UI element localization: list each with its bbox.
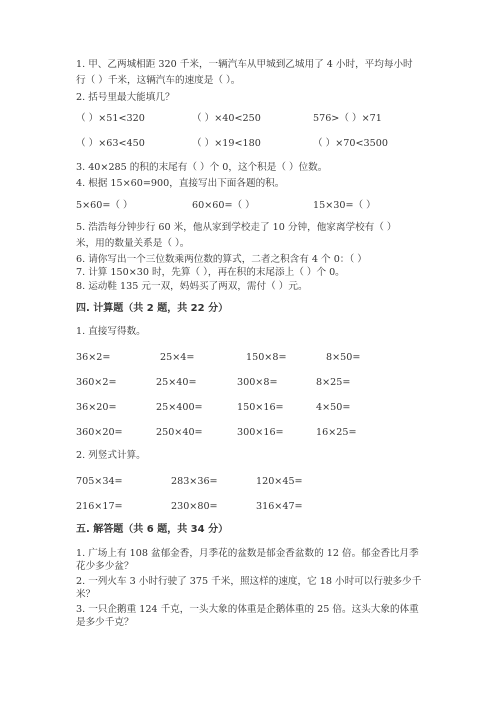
- q8: 8. 运动鞋 135 元一双，妈妈买了两双，需付（ ）元。: [76, 281, 308, 292]
- wp1-line1: 1. 广场上有 108 盆郁金香，月季花的盆数是郁金香盆数的 12 倍。郁金香比月季: [76, 548, 419, 559]
- wp3-line1: 3. 一只企鹅重 124 千克，一头大象的体重是企鹅体重的 25 倍。这头大象的体重: [76, 604, 419, 615]
- wp2-line1: 2. 一列火车 3 小时行驶了 375 千米，照这样的速度，它 18 小时可以行驶多少千: [76, 576, 422, 587]
- q4-item: 15×30=（ ）: [313, 200, 376, 211]
- q2-item: （ ）×70<3500: [313, 138, 388, 149]
- vertical-calc-item: 230×80=: [171, 501, 218, 512]
- q5-line2: 米，用的数量关系是（ ）。: [76, 238, 190, 249]
- wp2-line2: 米？: [76, 589, 96, 600]
- q2-item: （ ）×63<450: [76, 138, 145, 149]
- vertical-calc-item: 705×34=: [76, 476, 123, 487]
- vertical-calc-item: 316×47=: [256, 501, 303, 512]
- q6: 6. 请你写出一个三位数乘两位数的算式，二者之积含有 4 个 0：（ ）: [76, 254, 367, 265]
- calc-item: 8×25=: [316, 377, 351, 388]
- q4-title: 4. 根据 15×60=900，直接写出下面各题的积。: [76, 178, 285, 189]
- calc-item: 360×20=: [76, 427, 123, 438]
- q2-title: 2. 括号里最大能填几？: [76, 92, 175, 103]
- calc-item: 4×50=: [316, 402, 351, 413]
- calc-item: 16×25=: [316, 427, 357, 438]
- q4-item: 60×60=（ ）: [192, 200, 255, 211]
- q2-item: 576>（ ）×71: [313, 113, 382, 124]
- vertical-calc-item: 216×17=: [76, 501, 123, 512]
- section-heading-word-problems: 五. 解答题（共 6 题，共 34 分）: [76, 524, 229, 535]
- calc-item: 25×400=: [156, 402, 203, 413]
- q3: 3. 40×285 的积的末尾有（ ）个 0，这个积是（ ）位数。: [76, 162, 328, 173]
- calc-item: 150×8=: [246, 352, 287, 363]
- calc-item: 300×8=: [237, 377, 278, 388]
- q2-item: （ ）×51<320: [76, 113, 145, 124]
- q2-item: （ ）×40<250: [192, 113, 261, 124]
- calc-subtitle-2: 2. 列竖式计算。: [76, 450, 146, 461]
- calc-item: 36×2=: [76, 352, 111, 363]
- calc-item: 36×20=: [76, 402, 117, 413]
- q4-item: 5×60=（ ）: [76, 200, 133, 211]
- vertical-calc-item: 283×36=: [171, 476, 218, 487]
- calc-item: 300×16=: [237, 427, 284, 438]
- q5-line1: 5. 浩浩每分钟步行 60 米，他从家到学校走了 10 分钟，他家离学校有（ ）: [76, 222, 397, 233]
- q2-item: （ ）×19<180: [192, 138, 261, 149]
- wp1-line2: 花少多少盆？: [76, 561, 134, 572]
- calc-item: 360×2=: [76, 377, 117, 388]
- q1-line1: 1. 甲、乙两城相距 320 千米，一辆汽车从甲城到乙城用了 4 小时，平均每小时: [76, 59, 413, 70]
- section-heading-calculation: 四. 计算题（共 2 题，共 22 分）: [76, 303, 229, 314]
- q1-line2: 行（ ）千米，这辆汽车的速度是（ ）。: [76, 75, 241, 86]
- calc-item: 250×40=: [156, 427, 203, 438]
- q7: 7. 计算 150×30 时，先算（ ），再在积的末尾添上（ ）个 0。: [76, 267, 345, 278]
- vertical-calc-item: 120×45=: [256, 476, 303, 487]
- calc-item: 25×4=: [160, 352, 195, 363]
- calc-item: 8×50=: [326, 352, 361, 363]
- calc-item: 150×16=: [237, 402, 284, 413]
- wp3-line2: 是多少千克？: [76, 617, 134, 628]
- calc-item: 25×40=: [156, 377, 197, 388]
- calc-subtitle-1: 1. 直接写得数。: [76, 326, 146, 337]
